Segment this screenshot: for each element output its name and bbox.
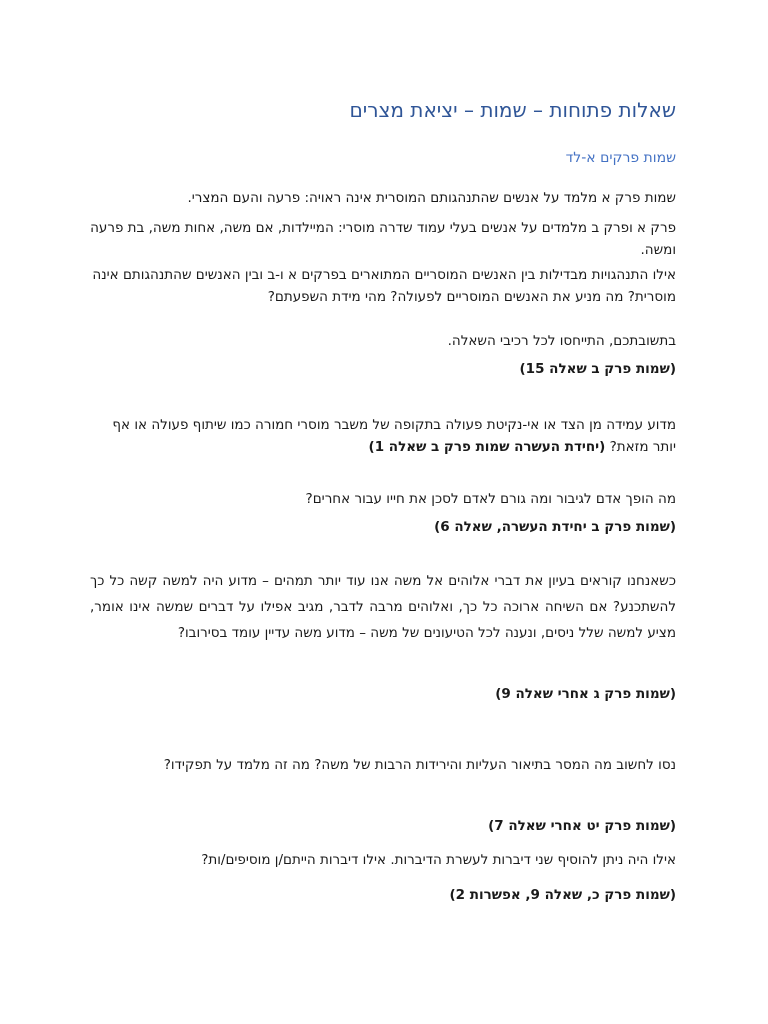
page-title: שאלות פתוחות – שמות – יציאת מצרים <box>349 98 676 122</box>
paragraph-question-6: אילו היה ניתן להוסיף שני דיברות לעשרת הדיברות. אילו דיברות הייתם/ן מוסיפים/ות? <box>201 852 676 868</box>
question-reference-6: (שמות פרק כ, שאלה 9, אפשרות 2) <box>449 887 676 903</box>
question-reference-3: (שמות פרק ב יחידת העשרה, שאלה 6) <box>434 519 676 535</box>
paragraph-question-1: אילו התנהגויות מבדילות בין האנשים המוסריים המתוארים בפרקים א ו-ב ובין האנשים שהתנהגותם אינה מוסרית? מה מניע את האנשים המוסריים לפעולה? מהי מידת השפעתם? <box>92 267 676 305</box>
question-reference-1: (שמות פרק ב שאלה 15) <box>519 361 676 377</box>
paragraph-instruction: בתשובתכם, התייחסו לכל רכיבי השאלה. <box>447 333 676 349</box>
paragraph-question-2 <box>90 414 676 458</box>
paragraph-question-4: כשאנחנו קוראים בעיון את דברי אלוהים אל משה אנו עוד יותר תמהים – מדוע היה למשה קשה כל כך להשתכנע? אם השיחה ארוכה כל כך, ואלוהים מרבה לדבר, מגיב אפילו על דברים שמשה אינו אומר, מציע למשה שלל ניסים, ונענה לכל הטיעונים של משה – מדוע משה עדיין עומד בסירובו? <box>90 573 676 641</box>
question-reference-2: (יחידת העשרה שמות פרק ב שאלה 1) <box>368 439 606 455</box>
paragraph-question-5: נסו לחשוב מה המסר בתיאור העליות והירידות הרבות של משה? מה זה מלמד על תפקידו? <box>163 757 676 773</box>
paragraph-question-3: מה הופך אדם לגיבור ומה גורם לאדם לסכן את חייו עבור אחרים? <box>305 491 676 507</box>
page-subtitle: שמות פרקים א-לד <box>565 150 676 166</box>
paragraph-intro-1: שמות פרק א מלמד על אנשים שהתנהגותם המוסרית אינה ראויה: פרעה והעם המצרי. <box>187 190 676 206</box>
question-2-text: מדוע עמידה מן הצד או אי-נקיטת פעולה בתקופה של משבר מוסרי חמורה כמו שיתוף פעולה או אף יותר מזאת? <box>112 417 676 455</box>
document-page <box>90 0 676 1024</box>
question-reference-5: (שמות פרק יט אחרי שאלה 7) <box>488 818 676 834</box>
question-reference-4: (שמות פרק ג אחרי שאלה 9) <box>495 686 676 702</box>
paragraph-intro-2: פרק א ופרק ב מלמדים על אנשים בעלי עמוד שדרה מוסרי: המיילדות, אם משה, אחות משה, בת פרעה ומשה. <box>90 220 676 258</box>
